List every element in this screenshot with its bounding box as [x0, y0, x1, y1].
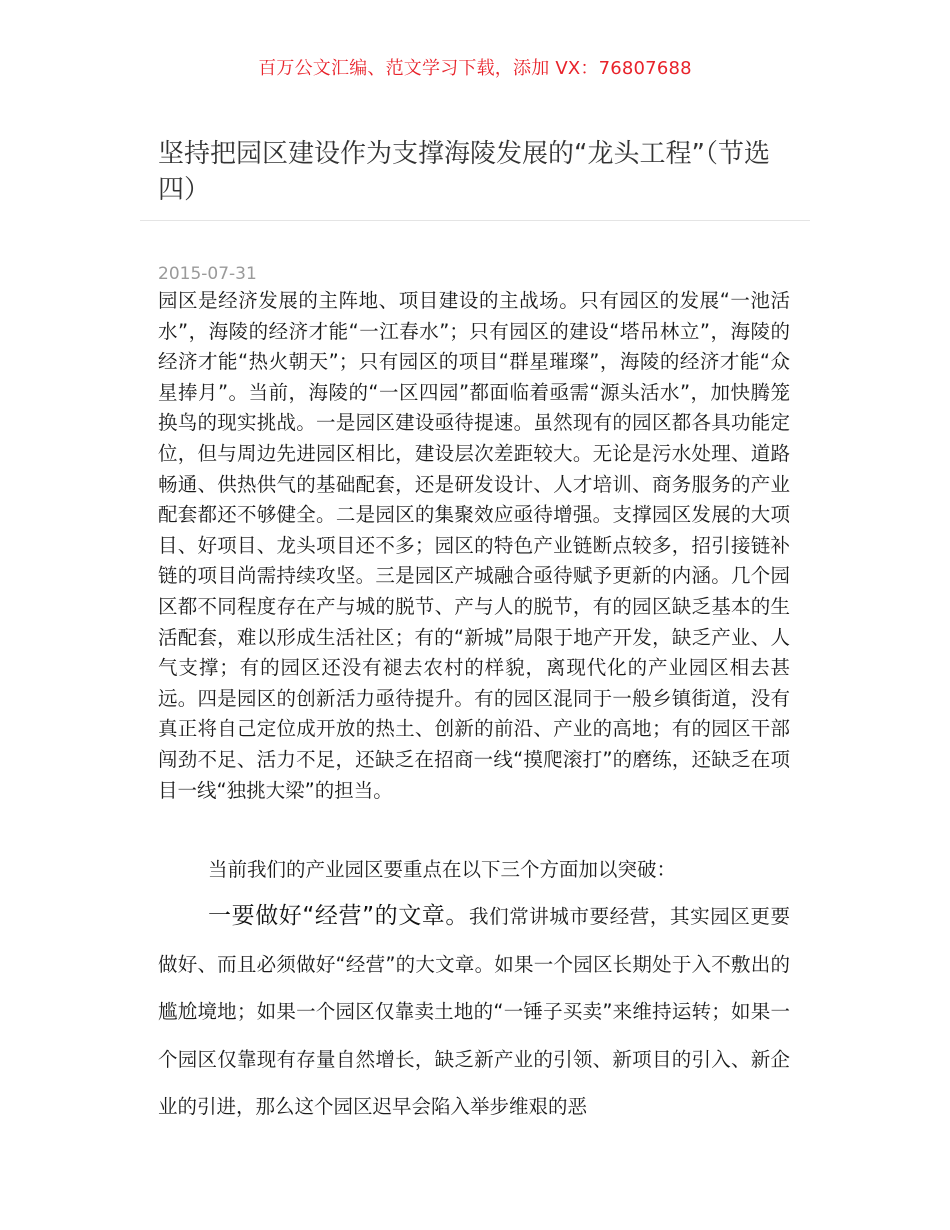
title-divider — [140, 220, 810, 221]
section-text: 我们常讲城市要经营，其实园区更要做好、而且必须做好“经营”的大文章。如果一个园区长期处于入不敷出的尴尬境地；如果一个园区仅靠卖土地的“一锤子买卖”来维持运转；如果一个园区仅靠现有存量自然增长，缺乏新产业的引领、新项目的引入、新企业的引进，那么这个园区迟早会陷入举步维艰的恶 — [158, 905, 790, 1118]
publish-date: 2015-07-31 — [158, 264, 257, 284]
article-body-paragraph: 园区是经济发展的主阵地、项目建设的主战场。只有园区的发展“一池活水”，海陵的经济才能“一江春水”；只有园区的建设“塔吊林立”，海陵的经济才能“热火朝天”；只有园区的项目“群星璀璨”，海陵的经济才能“众星捧月”。当前，海陵的“一区四园”都面临着亟需“源头活水”，加快腾笼换鸟的现实挑战。一是园区建设亟待提速。虽然现有的园区都各具功能定位，但与周边先进园区相比，建设层次差距较大。无论是污水处理、道路畅通、供热供气的基础配套，还是研发设计、人才培训、商务服务的产业配套都还不够健全。二是园区的集聚效应亟待增强。支撑园区发展的大项目、好项目、龙头项目还不多；园区的特色产业链断点较多，招引接链补链的项目尚需持续攻坚。三是园区产城融合亟待赋予更新的内涵。几个园区都不同程度存在产与城的脱节、产与人的脱节，有的园区缺乏基本的生活配套，难以形成生活社区；有的“新城”局限于地产开发，缺乏产业、人气支撑；有的园区还没有褪去农村的样貌，离现代化的产业园区相去甚远。四是园区的创新活力亟待提升。有的园区混同于一般乡镇街道，没有真正将自己定位成开放的热土、创新的前沿、产业的高地；有的园区干部闯劲不足、活力不足，还缺乏在招商一线“摸爬滚打”的磨练，还缺乏在项目一线“独挑大梁”的担当。 — [158, 289, 790, 802]
section-paragraph — [158, 893, 790, 1131]
download-banner: 百万公文汇编、范文学习下载，添加 VX：76807688 — [258, 58, 692, 79]
intro-paragraph: 当前我们的产业园区要重点在以下三个方面加以突破： — [208, 858, 677, 881]
section-heading: 一要做好“经营”的文章。 — [208, 903, 470, 929]
article-title: 坚持把园区建设作为支撑海陵发展的“龙头工程”（节选四） — [158, 139, 770, 205]
